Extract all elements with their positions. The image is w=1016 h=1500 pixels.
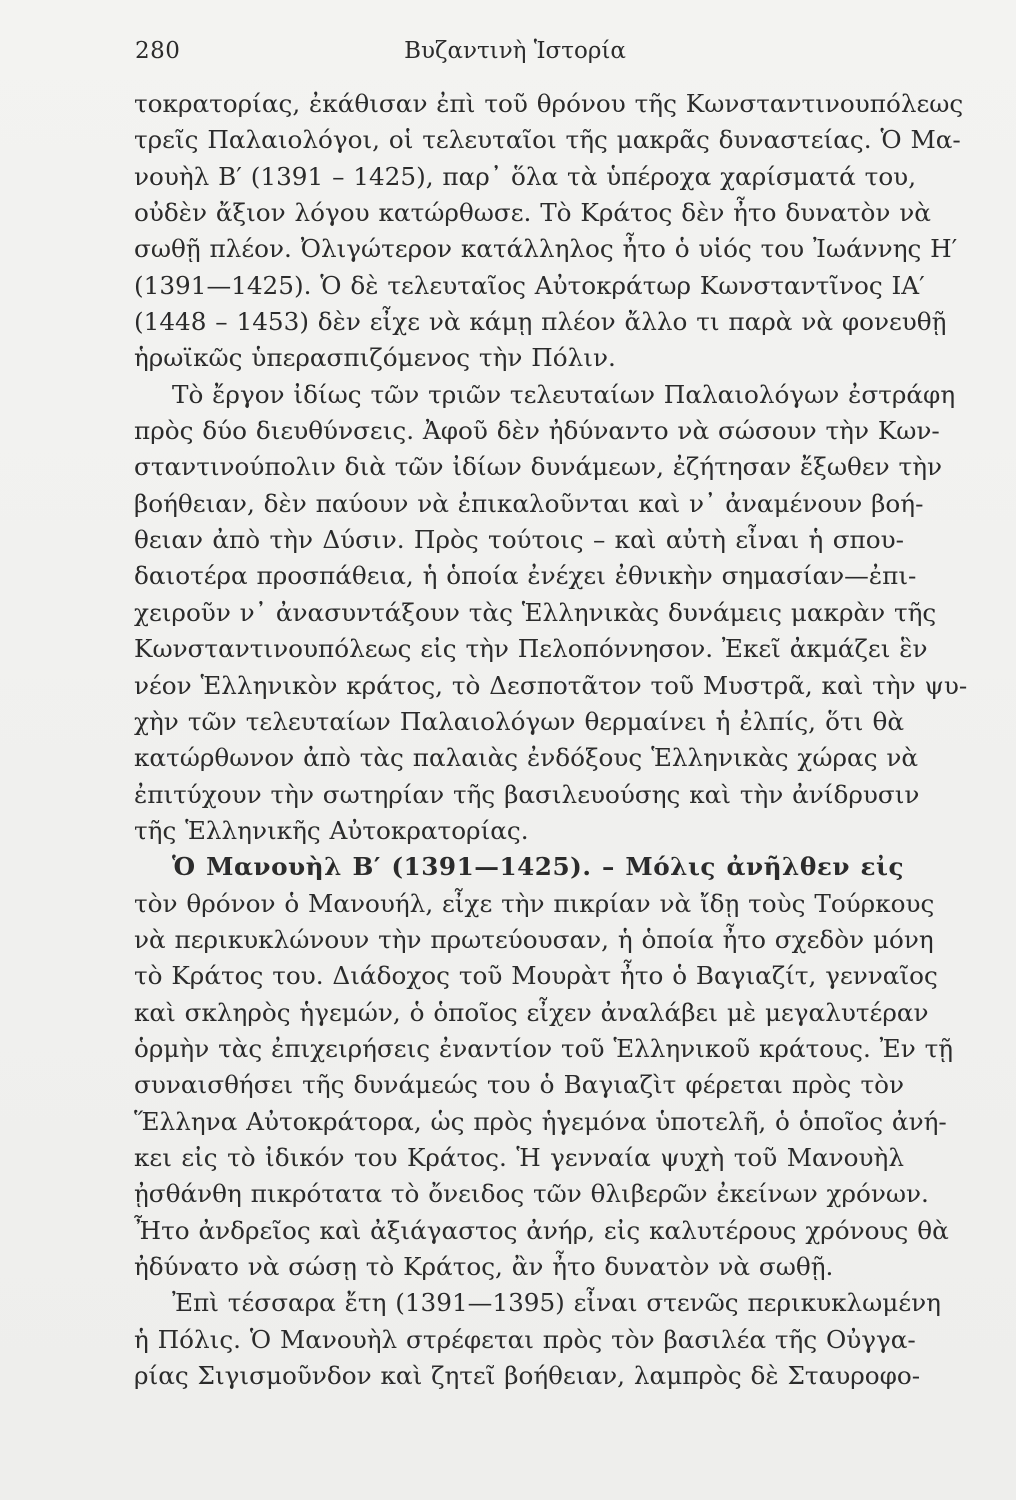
text-line: θειαν ἀπὸ τὴν Δύσιν. Πρὸς τούτοις – καὶ αὐτὴ εἶναι ἡ σπου- [134,525,904,555]
body-text [134,86,968,1394]
text-line: ἐπιτύχουν τὴν σωτηρίαν τῆς βασιλευούσης καὶ τὴν ἀνίδρυσιν [134,779,920,809]
text-line: Ἐπὶ τέσσαρα ἔτη (1391—1395) εἶναι στενῶς περικυκλωμένη [172,1288,941,1318]
text-line: νέον Ἑλληνικὸν κράτος, τὸ Δεσποτᾶτον τοῦ Μυστρᾶ, καὶ τὴν ψυ- [134,670,968,700]
text-line: σταντινούπολιν διὰ τῶν ἰδίων δυνάμεων, ἐζήτησαν ἔξωθεν τὴν [134,452,942,482]
text-line: καὶ σκληρὸς ἡγεμών, ὁ ὁποῖος εἶχεν ἀναλάβει μὲ μεγαλυτέραν [134,997,929,1027]
text-line: συναισθήσει τῆς δυνάμεώς του ὁ Βαγιαζὶτ φέρεται πρὸς τὸν [134,1070,904,1100]
text-line: Ἦτο ἀνδρεῖος καὶ ἀξιάγαστος ἀνήρ, εἰς καλυτέρους χρόνους θὰ [134,1215,949,1245]
text-line: οὐδὲν ἄξιον λόγου κατώρθωσε. Τὸ Κράτος δὲν ἦτο δυνατὸν νὰ [134,198,931,228]
running-title: Βυζαντινὴ Ἱστορία [404,38,626,64]
text-line: Κωνσταντινουπόλεως εἰς τὴν Πελοπόννησον. Ἐκεῖ ἀκμάζει ἓν [134,634,928,664]
text-line: ᾐσθάνθη πικρότατα τὸ ὄνειδος τῶν θλιβερῶν ἐκείνων χρόνων. [134,1179,929,1209]
text-line: σωθῇ πλέον. Ὀλιγώτερον κατάλληλος ἦτο ὁ υἱός του Ἰωάννης Η′ [134,234,958,264]
text-line: τὸ Κράτος του. Διάδοχος τοῦ Μουρὰτ ἦτο ὁ Βαγιαζίτ, γενναῖος [134,961,938,991]
text-line: (1391—1425). Ὁ δὲ τελευταῖος Αὐτοκράτωρ Κωνσταντῖνος ΙΑ′ [134,270,925,300]
text-line: (1448 – 1453) δὲν εἶχε νὰ κάμῃ πλέον ἄλλο τι παρὰ νὰ φονευθῇ [134,307,947,337]
text-line: κατώρθωνον ἀπὸ τὰς παλαιὰς ἐνδόξους Ἑλληνικὰς χώρας νὰ [134,743,919,773]
text-line: ὁρμὴν τὰς ἐπιχειρήσεις ἐναντίον τοῦ Ἑλληνικοῦ κράτους. Ἐν τῇ [134,1033,954,1063]
text-line: βοήθειαν, δὲν παύουν νὰ ἐπικαλοῦνται καὶ ν᾽ ἀναμένουν βοή- [134,488,924,518]
page-number: 280 [135,38,181,64]
page-header [135,38,895,72]
text-line: νὰ περικυκλώνουν τὴν πρωτεύουσαν, ἡ ὁποία ἦτο σχεδὸν μόνη [134,924,934,954]
text-line: ἡ Πόλις. Ὁ Μανουὴλ στρέφεται πρὸς τὸν βασιλέα τῆς Οὐγγα- [134,1324,916,1354]
text-line: Τὸ ἔργον ἰδίως τῶν τριῶν τελευταίων Παλαιολόγων ἐστράφη [172,379,956,409]
section-heading-line: Ὁ Μανουὴλ Β′ (1391—1425). – Μόλις ἀνῆλθεν εἰς [172,852,904,882]
text-line: ἠδύνατο νὰ σώσῃ τὸ Κράτος, ἂν ἦτο δυνατὸν νὰ σωθῇ. [134,1252,834,1281]
text-line: τοκρατορίας, ἐκάθισαν ἐπὶ τοῦ θρόνου τῆς Κωνσταντινουπόλεως [134,89,964,118]
text-line: κει εἰς τὸ ἰδικόν του Κράτος. Ἡ γενναία ψυχὴ τοῦ Μανουὴλ [134,1142,904,1172]
text-line: τῆς Ἑλληνικῆς Αὐτοκρατορίας. [134,815,529,845]
text-line: χὴν τῶν τελευταίων Παλαιολόγων θερμαίνει ἡ ἐλπίς, ὅτι θὰ [134,706,904,736]
text-line: ἡρωϊκῶς ὑπερασπιζόμενος τὴν Πόλιν. [134,343,616,373]
text-line: ρίας Σιγισμοῦνδον καὶ ζητεῖ βοήθειαν, λαμπρὸς δὲ Σταυροφο- [134,1361,921,1391]
text-line: τὸν θρόνον ὁ Μανουήλ, εἶχε τὴν πικρίαν νὰ ἴδῃ τοὺς Τούρκους [134,888,935,918]
text-line: δαιοτέρα προσπάθεια, ἡ ὁποία ἐνέχει ἐθνικὴν σημασίαν—ἐπι- [134,561,917,591]
text-line: πρὸς δύο διευθύνσεις. Ἀφοῦ δὲν ἠδύναντο νὰ σώσουν τὴν Κων- [134,416,940,446]
text-line: Ἕλληνα Αὐτοκράτορα, ὡς πρὸς ἡγεμόνα ὑποτελῆ, ὁ ὁποῖος ἀνή- [134,1106,947,1136]
text-line: χειροῦν ν᾽ ἀνασυντάξουν τὰς Ἑλληνικὰς δυνάμεις μακρὰν τῆς [134,597,937,627]
text-line: νουὴλ Β′ (1391 – 1425), παρ᾽ ὅλα τὰ ὑπέροχα χαρίσματά του, [134,161,917,191]
text-line: τρεῖς Παλαιολόγοι, οἱ τελευταῖοι τῆς μακρᾶς δυναστείας. Ὁ Μα- [134,125,961,155]
